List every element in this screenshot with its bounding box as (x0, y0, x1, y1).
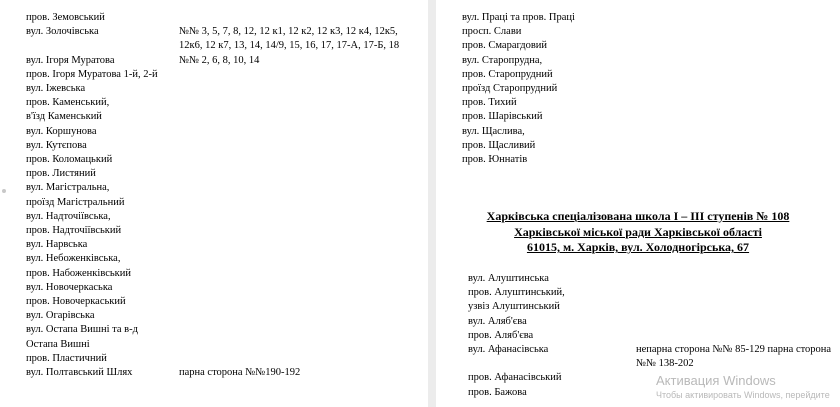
street-entry: пров. Тихий (462, 97, 517, 109)
street-entry: вул. Полтавський Шлях (26, 367, 133, 378)
street-entry: пров. Набоженківський (26, 267, 131, 279)
street-entry: вул. Щаслива, (462, 125, 525, 137)
house-numbers: непарна сторона №№ 85-129 парна сторона (636, 344, 832, 355)
school-council-line: Харківської міської ради Харківської області (514, 224, 762, 239)
street-entry: вул. Ігоря Муратова (26, 54, 115, 66)
street-entry: вул. Нарвська (26, 239, 88, 251)
street-entry: пров. Щасливий (462, 139, 536, 151)
windows-activation-watermark (656, 373, 830, 401)
house-numbers: 12к6, 12 к7, 13, 14, 14/9, 15, 16, 17, 17-А, 17-Б, 18 (179, 40, 400, 52)
street-entry: пров. Бажова (468, 386, 527, 398)
street-entry: вул. Алуштинська (468, 273, 549, 284)
street-entry: вул. Новочеркаська (26, 281, 113, 293)
street-entry: вул. Огарівська (26, 310, 95, 322)
right-document-page (436, 0, 840, 407)
house-numbers: парна сторона №№190-192 (179, 367, 301, 378)
page-margin-dot (2, 189, 6, 193)
street-entry: пров. Старопрудний (462, 68, 553, 80)
school-address-line: 61015, м. Харків, вул. Холодногірська, 67 (526, 240, 750, 254)
street-entry: вул. Коршунова (26, 125, 97, 137)
street-entry: просп. Слави (462, 26, 522, 38)
street-entry: пров. Аляб'єва (468, 329, 534, 341)
street-entry: пров. Юннатів (462, 154, 528, 165)
street-entry: вул. Іжевська (26, 83, 86, 94)
school-header (436, 209, 840, 256)
house-numbers: №№ 138-202 (636, 358, 694, 370)
street-entry: пров. Надточіївський (26, 225, 122, 236)
street-entry: вул. Кутєпова (26, 139, 87, 151)
street-entry: пров. Земовський (26, 12, 105, 23)
street-entry: пров. Афанасівський (468, 372, 562, 384)
street-entry: пров. Коломацький (26, 154, 113, 165)
street-entry: вул. Афанасівська (468, 344, 549, 355)
house-numbers: №№ 3, 5, 7, 8, 12, 12 к1, 12 к2, 12 к3, 12 к4, 12к5, (179, 26, 398, 38)
street-entry: пров. Смарагдовий (462, 40, 548, 52)
street-entry: вул. Аляб'єва (468, 315, 527, 327)
street-entry: пров. Алуштинський, (468, 287, 565, 299)
street-entry: вул. Праці та пров. Праці (462, 12, 575, 23)
street-entry: пров. Листяний (26, 168, 96, 180)
street-entry: вул. Магістральна, (26, 182, 110, 194)
street-entry: вул. Надточіївська, (26, 210, 111, 222)
street-entry: пров. Каменський, (26, 97, 110, 109)
watermark-title: Активация Windows (656, 373, 776, 388)
street-entry: вул. Старопрудна, (462, 54, 543, 66)
street-entry: проїзд Старопрудний (462, 83, 558, 94)
street-entry: в'їзд Каменський (26, 111, 102, 123)
street-entry: узвіз Алуштинський (468, 301, 560, 313)
street-entry: вул. Остапа Вишні та в-д (26, 324, 138, 336)
street-entry: пров. Пластичний (26, 352, 107, 364)
street-entry: вул. Небоженківська, (26, 253, 121, 265)
street-entry: пров. Новочеркаський (26, 296, 126, 307)
house-numbers: №№ 2, 6, 8, 10, 14 (179, 54, 260, 66)
school-name-line: Харківська спеціалізована школа І – ІІІ ступенів № 108 (486, 209, 790, 223)
watermark-subtitle: Чтобы активировать Windows, перейдите (656, 390, 830, 400)
street-entry: пров. Шарівський (462, 111, 543, 123)
street-entry: проїзд Магістральний (26, 196, 125, 208)
street-entry: пров. Ігоря Муратова 1-й, 2-й (26, 68, 158, 80)
street-entry: Остапа Вишні (26, 338, 90, 350)
street-entry: вул. Золочівська (26, 26, 99, 38)
